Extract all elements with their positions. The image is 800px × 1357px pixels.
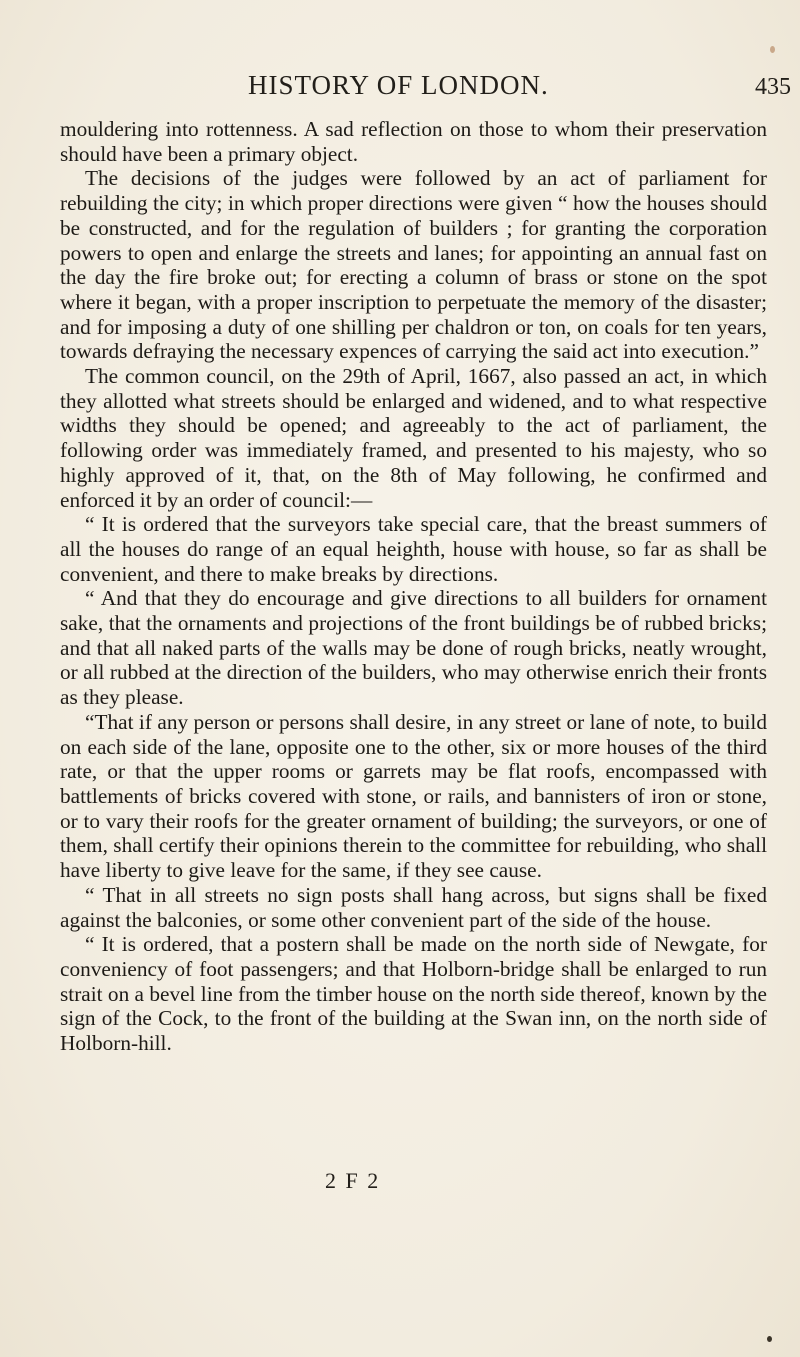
paragraph: “ It is ordered, that a postern shall be made on the north side of Newgate, for conveniency of foot passengers; and that Holborn-bridge shall be enlarged to run strait on a bevel line from the timber house on the north side thereof, known by the sign of the Cock, to the front of the building at the Swan inn, on the north side of Holborn-hill. [60,932,767,1056]
paragraph: The decisions of the judges were followed by an act of parliament for rebuilding the city; in which proper directions were given “ how the houses should be constructed, and for the regulation of builders ; for granting the corporation powers to open and enlarge the streets and lanes; for appointing an annual fast on the day the fire broke out; for erecting a column of brass or stone on the spot where it began, with a proper inscription to perpetuate the memory of the disaster; and for imposing a duty of one shilling per chaldron or ton, on coals for ten years, towards defraying the necessary expences of carrying the said act into execution.” [60,166,767,364]
running-head: HISTORY OF LONDON. [248,70,549,100]
paragraph: “ That in all streets no sign posts shall hang across, but signs shall be fixed against the balconies, or some other convenient part of the side of the house. [60,882,767,932]
paragraph: “ And that they do encourage and give directions to all builders for ornament sake, that the ornaments and projections of the front buildings be of rubbed bricks; and that all naked parts of the walls may be done of rough bricks, neatly wrought, or all rubbed at the direction of the builders, who may otherwise enrich their fronts as they please. [60,586,767,710]
paragraph: The common council, on the 29th of April, 1667, also passed an act, in which they allotted what streets should be enlarged and widened, and to what respective widths they should be opened; and agreeably to the act of parliament, the following order was immediately framed, and presented to his majesty, who so highly approved of it, that, on the 8th of May following, he confirmed and enforced it by an order of council:— [60,364,767,512]
body-text [60,117,767,1056]
paragraph: “That if any person or persons shall desire, in any street or lane of note, to build on each side of the lane, opposite one to the other, six or more houses of the third rate, or that the upper rooms or garrets may be flat roofs, encompassed with battlements of bricks covered with stone, or rails, and bannisters of iron or stone, or to vary their roofs for the greater ornament of building; the surveyors, or one of them, shall certify their opinions therein to the committee for rebuilding, who shall have liberty to give leave for the same, if they see cause. [60,709,767,883]
paper-speck [767,1336,772,1342]
page-number: 435 [755,74,791,100]
paper-speck [770,46,775,53]
printer-signature: 2 F 2 [325,1168,381,1193]
paragraph: “ It is ordered that the surveyors take special care, that the breast summers of all the houses do range of an equal heighth, house with house, so far as shall be convenient, and there to make breaks by directions. [60,512,767,586]
paragraph: mouldering into rottenness. A sad reflection on those to whom their preservation should have been a primary object. [60,117,767,166]
